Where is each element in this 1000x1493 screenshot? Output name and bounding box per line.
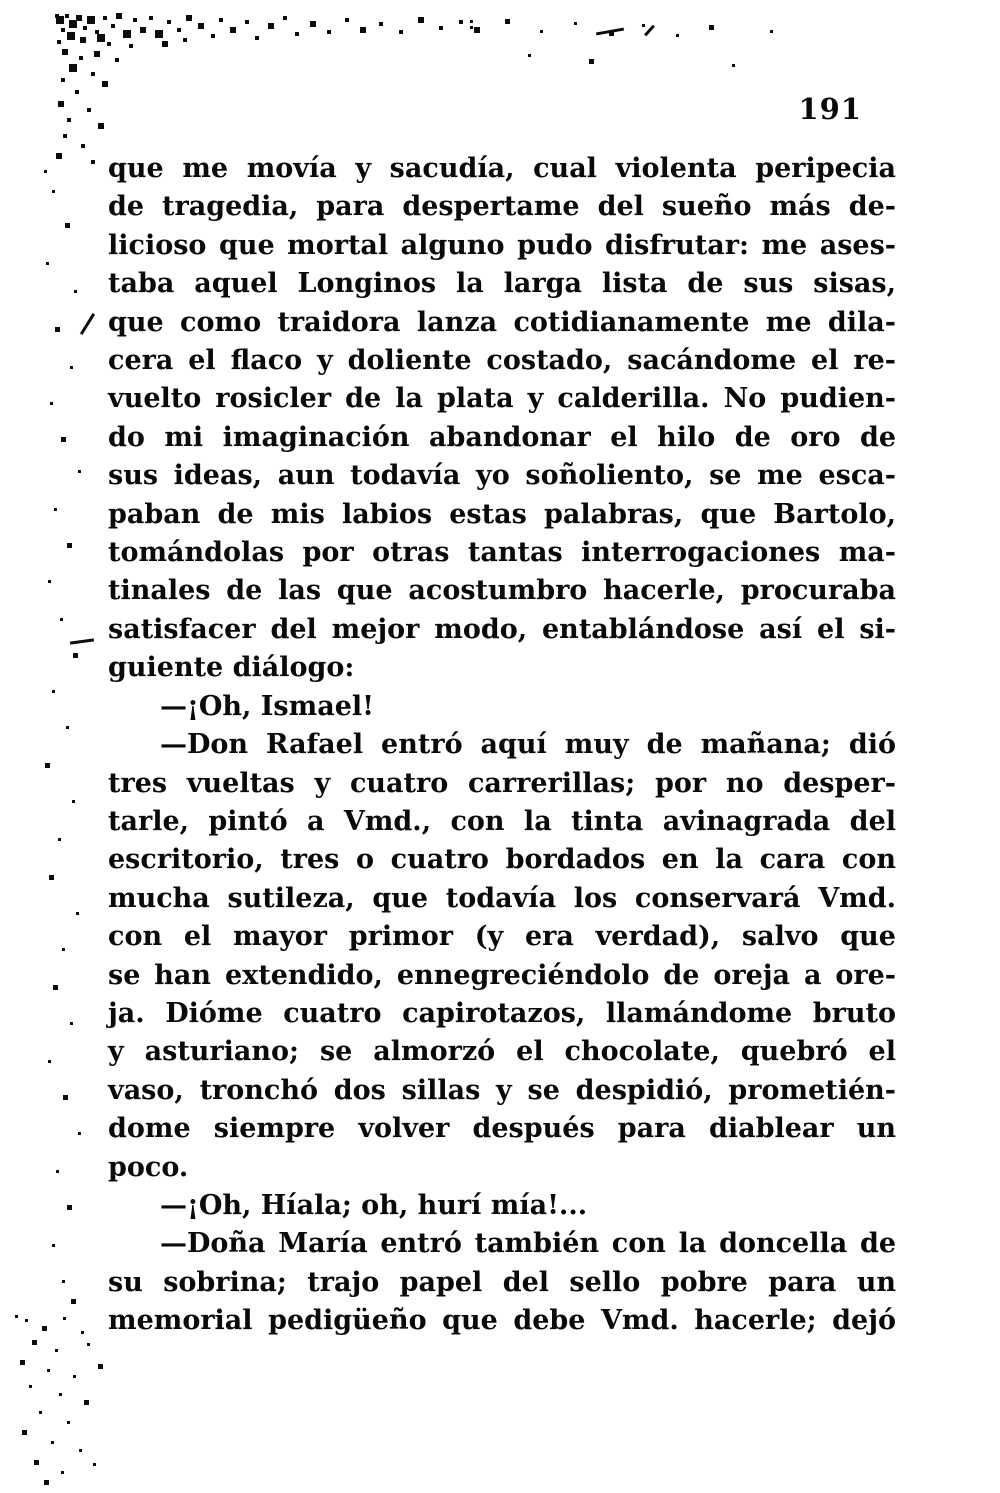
text-line: taba aquel Longinos la larga lista de sus sisas, xyxy=(108,268,896,300)
text-line: sus ideas, aun todavía yo soñoliento, se me esca- xyxy=(108,460,896,492)
text-line: vaso, tronchó dos sillas y se despidió, prometién- xyxy=(108,1074,896,1106)
text-line: de tragedia, para despertame del sueño más de- xyxy=(108,191,896,223)
scan-noise-bottom-left xyxy=(15,1315,18,1318)
text-line: que como traidora lanza cotidianamente me dila- xyxy=(108,306,896,338)
text-line: su sobrina; trajo papel del sello pobre para un xyxy=(108,1266,896,1298)
text-line: ja. Dióme cuatro capirotazos, llamándome bruto xyxy=(108,997,896,1029)
text-line: dome siempre volver después para diablear un xyxy=(108,1113,896,1145)
text-line: —Doña María entró también con la doncella de xyxy=(160,1228,896,1260)
text-line: y asturiano; se almorzó el chocolate, quebró el xyxy=(108,1036,896,1068)
text-line: que me movía y sacudía, cual violenta peripecia xyxy=(108,153,896,184)
text-block xyxy=(108,150,896,1341)
text-line: escritorio, tres o cuatro bordados en la cara con xyxy=(108,844,896,876)
text-line: tres vueltas y cuatro carrerillas; por no desper- xyxy=(108,767,896,799)
text-line: tinales de las que acostumbro hacerle, procuraba xyxy=(108,575,896,607)
text-line: satisfacer del mejor modo, entablándose así el si- xyxy=(108,613,896,645)
text-line: guiente diálogo: xyxy=(108,652,355,684)
text-line: con el mayor primor (y era verdad), salvo que xyxy=(108,921,896,953)
page-number: 191 xyxy=(798,92,862,126)
text-line: cera el flaco y doliente costado, sacándome el re- xyxy=(108,345,896,377)
text-line: vuelto rosicler de la plata y calderilla. No pudien- xyxy=(108,383,896,415)
text-line: do mi imaginación abandonar el hilo de oro de xyxy=(108,421,896,453)
text-line: —Don Rafael entró aquí muy de mañana; dió xyxy=(160,729,896,761)
scan-mark-squiggle xyxy=(596,28,624,36)
scan-noise-top-band xyxy=(470,20,473,23)
text-line: memorial pedigüeño que debe Vmd. hacerle; dejó xyxy=(108,1305,896,1337)
scan-mark-backslash xyxy=(80,313,95,335)
text-line: licioso que mortal alguno pudo disfrutar: me ases- xyxy=(108,229,896,261)
text-line: paban de mis labios estas palabras, que Bartolo, xyxy=(108,498,896,530)
text-line: —¡Oh, Ismael! xyxy=(160,690,374,722)
text-line: —¡Oh, Híala; oh, hurí mía!... xyxy=(160,1189,588,1221)
text-line: tarle, pintó a Vmd., con la tinta avinagrada del xyxy=(108,805,896,837)
scan-mark-tick xyxy=(644,25,655,37)
text-line: se han extendido, ennegreciéndolo de oreja a ore- xyxy=(108,959,896,991)
scan-mark-dash xyxy=(70,638,94,644)
text-line: poco. xyxy=(108,1151,189,1183)
scan-noise-left-margin xyxy=(44,170,47,173)
text-line: mucha sutileza, que todavía los conservará Vmd. xyxy=(108,882,896,914)
text-line: tomándolas por otras tantas interrogaciones ma- xyxy=(108,537,896,569)
scan-noise-top-left xyxy=(55,14,59,18)
